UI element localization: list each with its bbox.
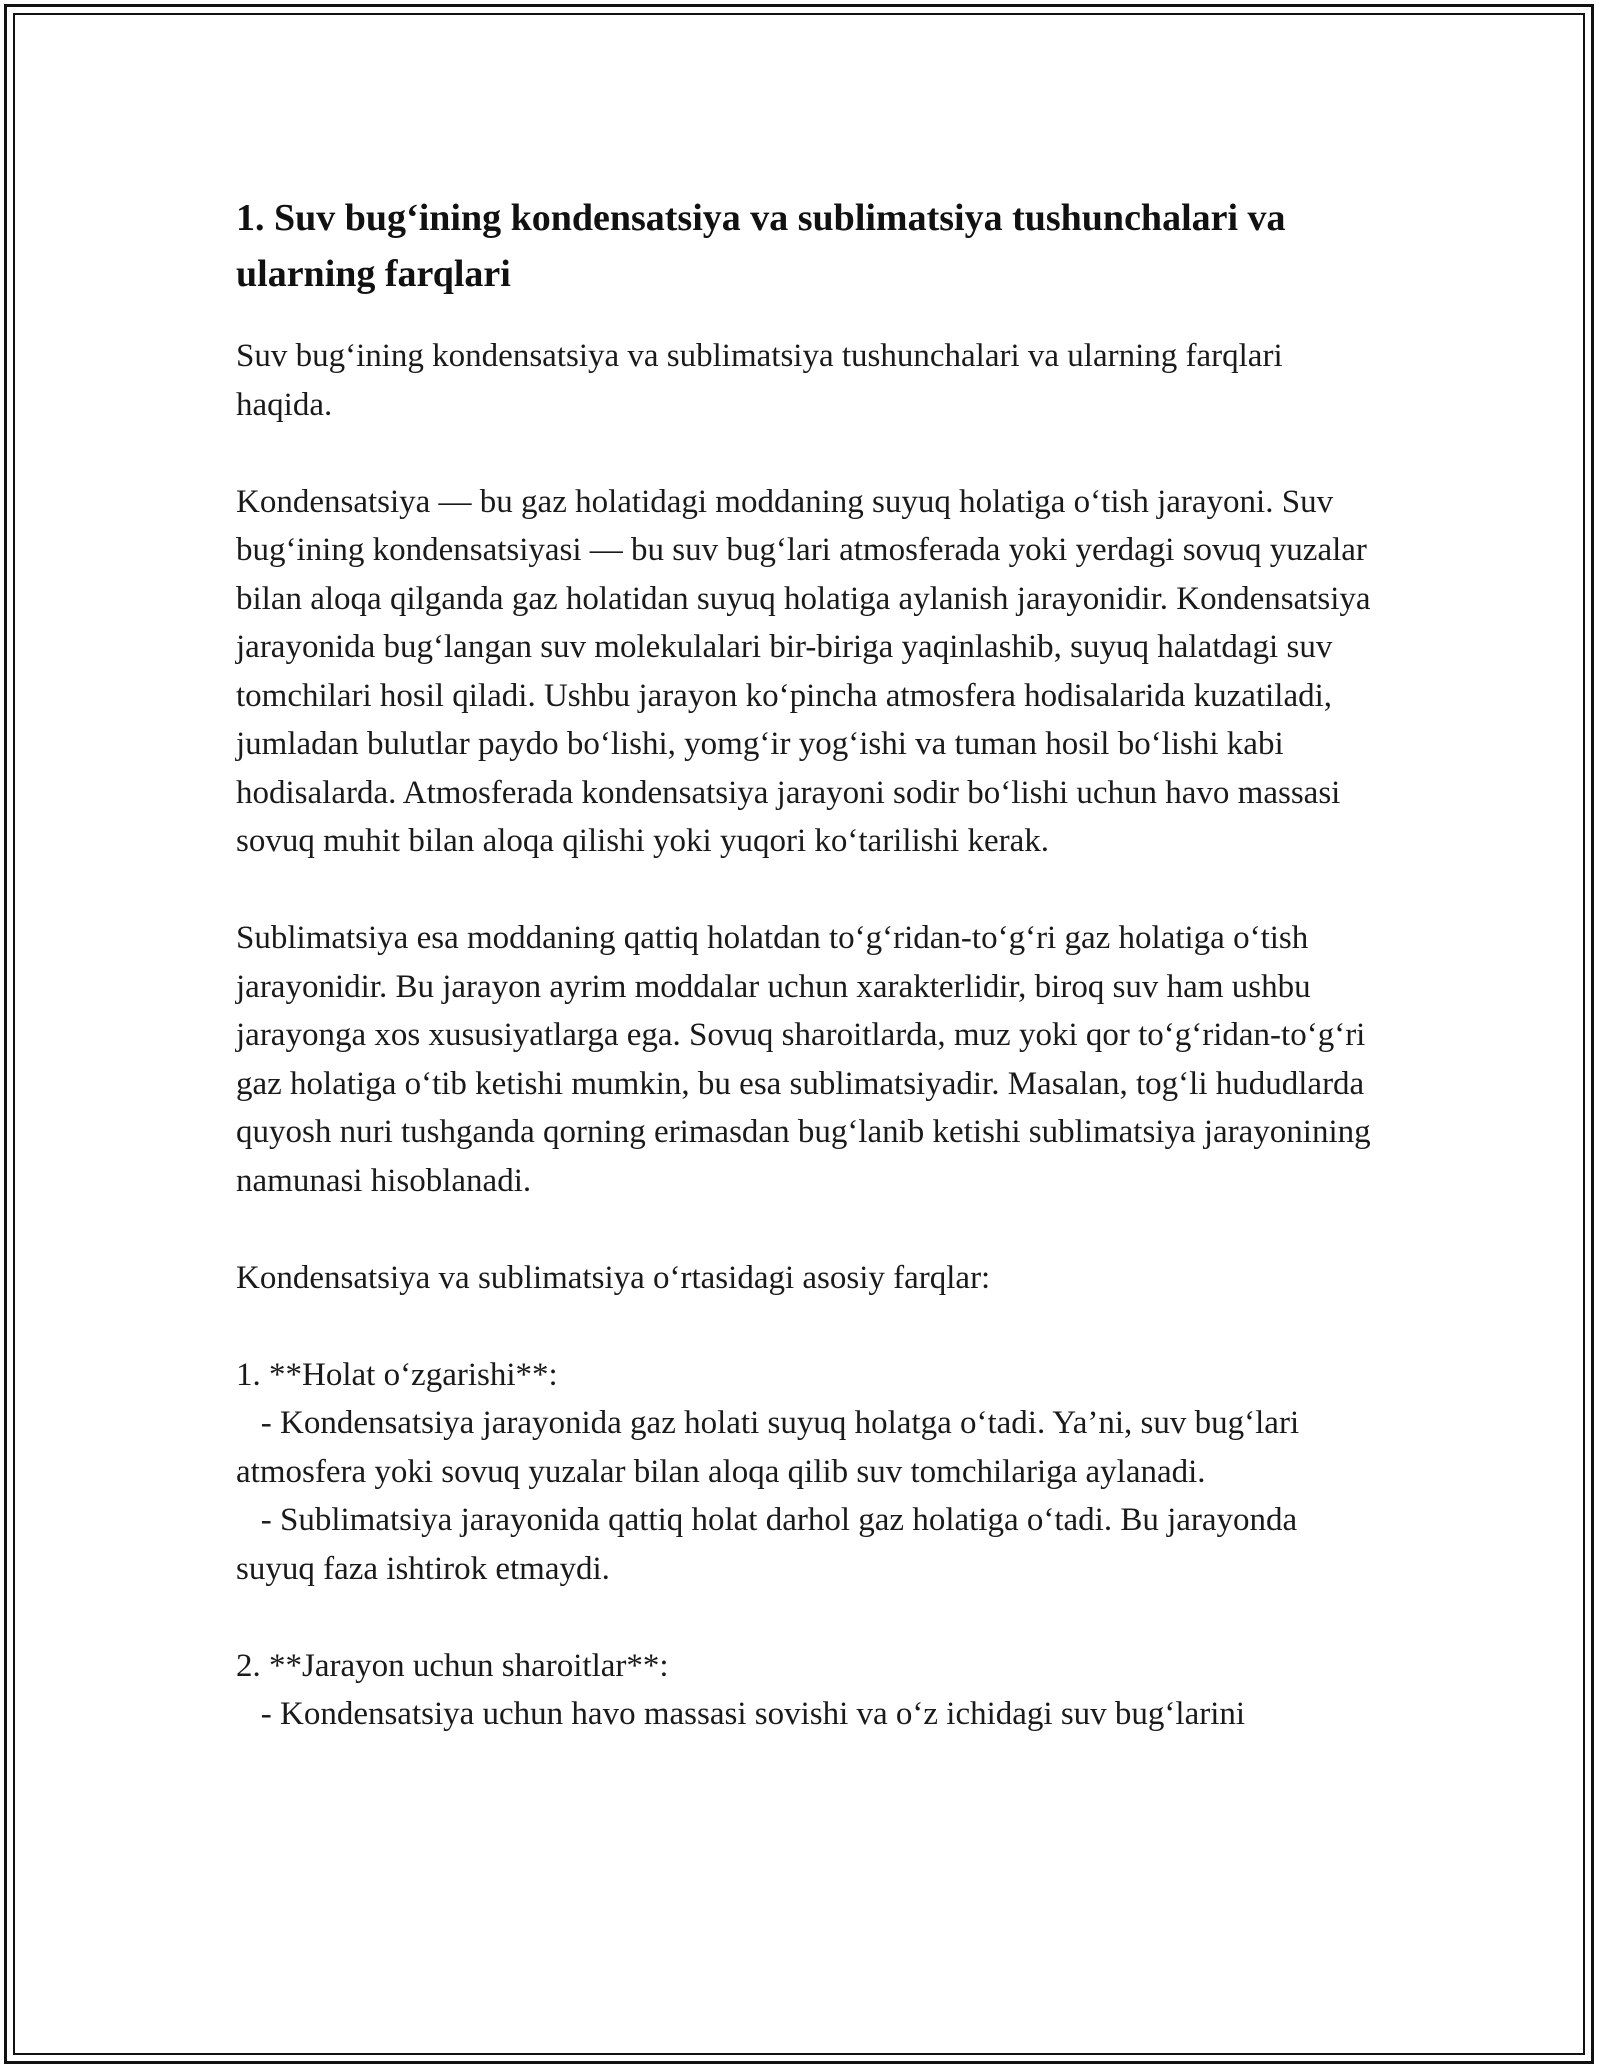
list-item-detail: - Kondensatsiya jarayonida gaz holati suyuq holatga o‘tadi. Ya’ni, suv bug‘lari atmosfera yoki sovuq yuzalar bilan aloqa qilib suv tomchilariga aylanadi. (236, 1405, 1308, 1490)
list-item-detail: - Sublimatsiya jarayonida qattiq holat darhol gaz holatiga o‘tadi. Bu jarayonda suyuq faza ishtirok etmaydi. (236, 1502, 1306, 1587)
list-item-title: 2. **Jarayon uchun sharoitlar**: (236, 1647, 669, 1684)
list-item (236, 1351, 1376, 1594)
condensation-paragraph: Kondensatsiya — bu gaz holatidagi moddaning suyuq holatiga o‘tish jarayoni. Suv bug‘ining kondensatsiyasi — bu suv bug‘lari atmosferada yoki yerdagi sovuq yuzalar bilan aloqa qilganda gaz holatidan suyuq holatiga aylanish jarayonidir. Kondensatsiya jarayonida bug‘langan suv molekulalari bir-biriga yaqinlashib, suyuq halatdagi suv tomchilari hosil qiladi. Ushbu jarayon ko‘pincha atmosfera hodisalarida kuzatiladi, jumladan bulutlar paydo bo‘lishi, yomg‘ir yog‘ishi va tuman hosil bo‘lishi kabi hodisalarda. Atmosferada kondensatsiya jarayoni sodir bo‘lishi uchun havo massasi sovuq muhit bilan aloqa qilishi yoki yuqori ko‘tarilishi kerak. (236, 483, 1379, 859)
list-item-title: 1. **Holat o‘zgarishi**: (236, 1356, 558, 1393)
intro-paragraph: Suv bug‘ining kondensatsiya va sublimatsiya tushunchalari va ularning farqlari haqida. (236, 338, 1291, 423)
section-heading: 1. Suv bug‘ining kondensatsiya va sublimatsiya tushunchalari va ularning farqlari (236, 197, 1286, 295)
document-body (236, 190, 1379, 1787)
list-item (236, 1642, 1376, 1739)
differences-intro: Kondensatsiya va sublimatsiya o‘rtasidagi asosiy farqlar: (236, 1259, 991, 1296)
list-item-detail: - Kondensatsiya uchun havo massasi sovishi va o‘z ichidagi suv bug‘larini (236, 1696, 1246, 1732)
sublimation-paragraph: Sublimatsiya esa moddaning qattiq holatdan to‘g‘ridan-to‘g‘ri gaz holatiga o‘tish jarayonidir. Bu jarayon ayrim moddalar uchun xarakterlidir, biroq suv ham ushbu jarayonga xos xususiyatlarga ega. Sovuq sharoitlarda, muz yoki qor to‘g‘ridan-to‘g‘ri gaz holatiga o‘tib ketishi mumkin, bu esa sublimatsiyadir. Masalan, tog‘li hududlarda quyosh nuri tushganda qorning erimasdan bug‘lanib ketishi sublimatsiya jarayonining namunasi hisoblanadi. (236, 920, 1379, 1199)
